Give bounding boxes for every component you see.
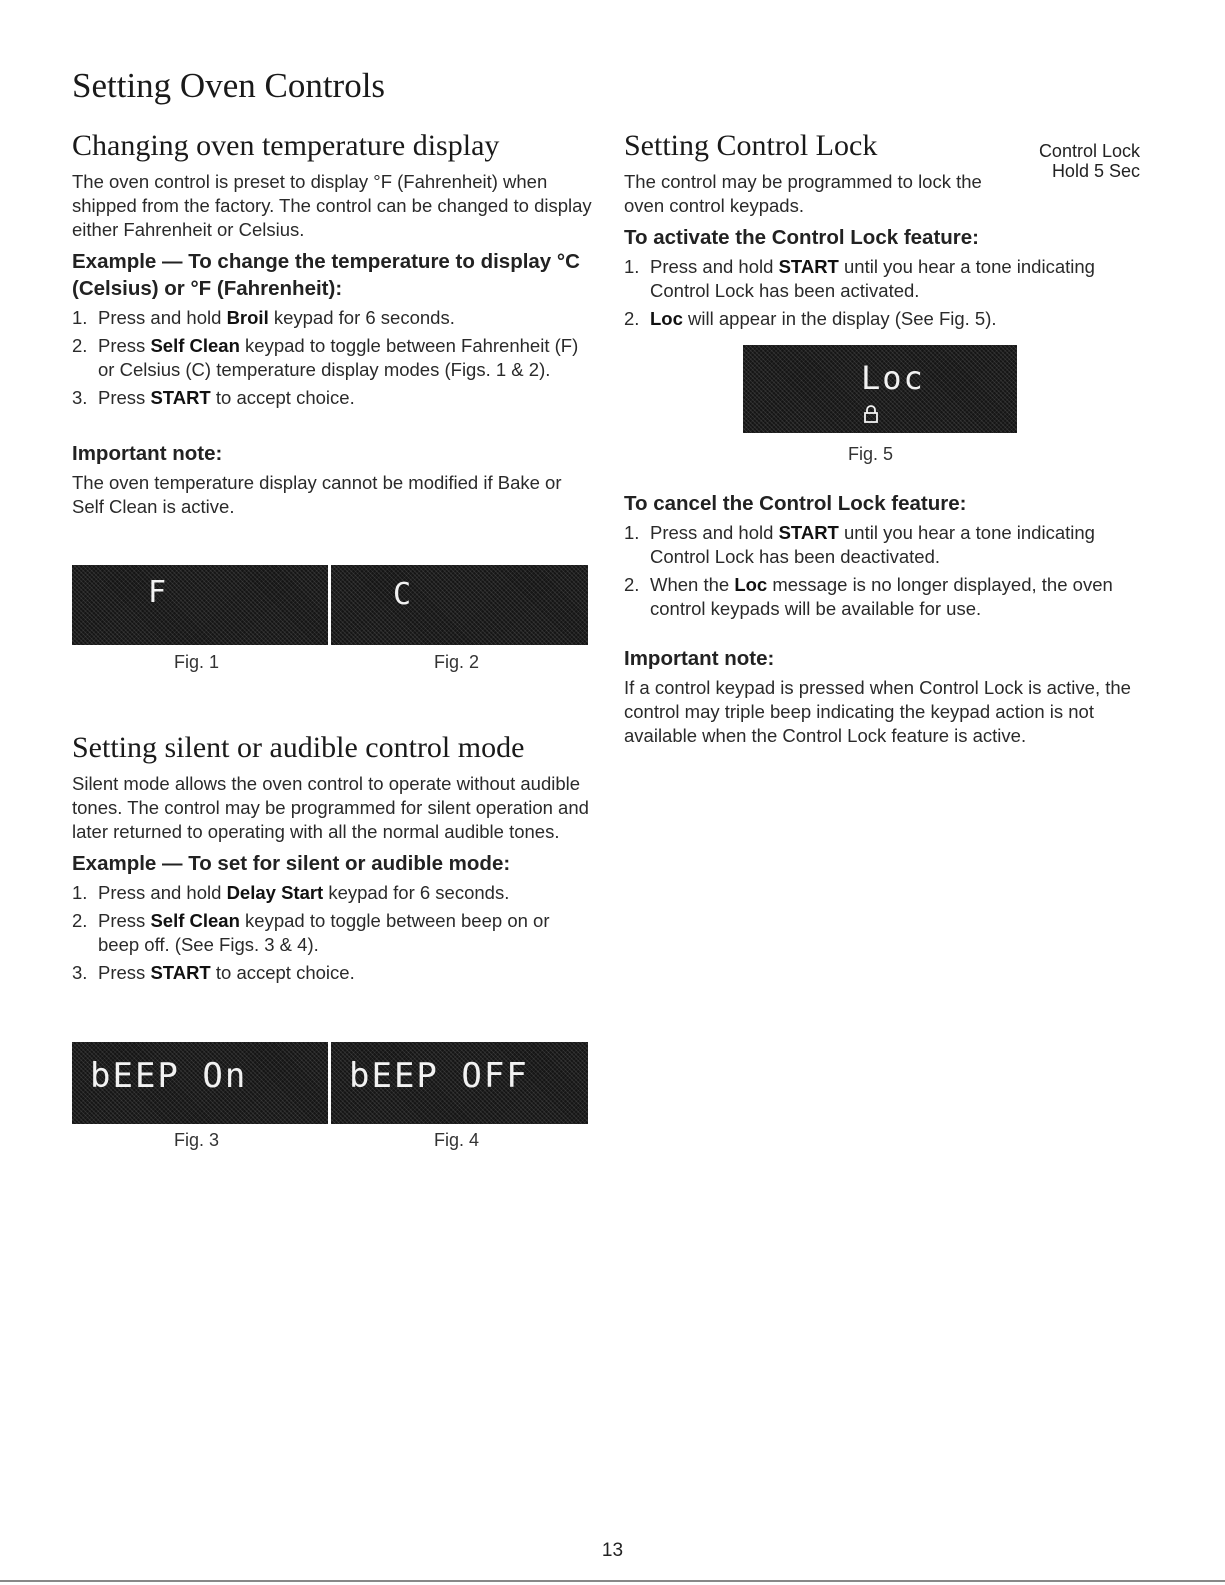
- temp-display-example-heading: Example — To change the temperature to display °C (Celsius) or °F (Fahrenheit):: [72, 250, 580, 300]
- step-item: 1. Press and hold Broil keypad for 6 seconds.: [72, 307, 455, 328]
- fig4-display: [331, 1042, 588, 1124]
- fig4-display-text: bEEP OFF: [349, 1056, 529, 1096]
- audible-example-heading: Example — To set for silent or audible mode:: [72, 852, 511, 875]
- fig1-display-text: F: [148, 575, 169, 610]
- fig2-display: [331, 565, 588, 645]
- temp-display-note-text: The oven temperature display cannot be modified if Bake or Self Clean is active.: [72, 472, 562, 517]
- activate-steps: [624, 255, 1154, 331]
- fig5-caption: Fig. 5: [848, 444, 894, 464]
- temp-display-heading: Changing oven temperature display: [72, 129, 500, 162]
- temp-display-intro: The oven control is preset to display °F (Fahrenheit) when shipped from the factory. The control can be changed to display either Fahrenheit or Celsius.: [72, 171, 592, 240]
- temp-display-note-heading: Important note:: [72, 442, 223, 465]
- fig5-display-text: Loc: [861, 359, 925, 397]
- step-item: 2. Press Self Clean keypad to toggle between Fahrenheit (F) or Celsius (C) temperature display modes (Figs. 1 & 2).: [72, 335, 579, 380]
- temp-display-steps: [72, 306, 592, 410]
- fig1-caption: Fig. 1: [174, 652, 220, 672]
- footer-rule: [0, 1580, 1225, 1582]
- audible-steps: [72, 881, 592, 985]
- right-column: [624, 128, 1154, 335]
- page-title: Setting Oven Controls: [72, 66, 386, 105]
- cancel-section: [624, 484, 1154, 748]
- fig3-display-text: bEEP On: [90, 1056, 248, 1096]
- step-item: 3. Press START to accept choice.: [72, 962, 355, 983]
- step-item: 1. Press and hold START until you hear a tone indicating Control Lock has been deactivated.: [624, 522, 1095, 567]
- step-item: 1. Press and hold START until you hear a tone indicating Control Lock has been activated.: [624, 256, 1095, 301]
- audible-section: [72, 730, 592, 989]
- audible-heading: Setting silent or audible control mode: [72, 731, 525, 764]
- page-number: 13: [601, 1540, 624, 1561]
- step-item: 3. Press START to accept choice.: [72, 387, 355, 408]
- control-lock-intro: The control may be programmed to lock the oven control keypads.: [624, 171, 982, 216]
- fig3-caption: Fig. 3: [174, 1130, 220, 1150]
- cancel-heading: To cancel the Control Lock feature:: [624, 492, 967, 515]
- fig5-display: [743, 345, 1017, 433]
- fig4-caption: Fig. 4: [434, 1130, 480, 1150]
- activate-heading: To activate the Control Lock feature:: [624, 226, 980, 249]
- fig2-display-text: C: [393, 577, 414, 612]
- step-item: 1. Press and hold Delay Start keypad for 6 seconds.: [72, 882, 510, 903]
- control-lock-heading: Setting Control Lock: [624, 129, 878, 162]
- step-item: 2. Press Self Clean keypad to toggle between beep on or beep off. (See Figs. 3 & 4).: [72, 910, 550, 955]
- control-lock-side-label: Control Lock Hold 5 Sec: [1038, 141, 1140, 181]
- audible-intro: Silent mode allows the oven control to operate without audible tones. The control may be programmed for silent operation and later returned to operating with all the normal audible tones.: [72, 773, 589, 842]
- step-item: 2. When the Loc message is no longer displayed, the oven control keypads will be available for use.: [624, 574, 1113, 619]
- left-column: [72, 128, 592, 519]
- fig1-display: [72, 565, 328, 645]
- control-lock-note-text: If a control keypad is pressed when Control Lock is active, the control may triple beep indicating the keypad action is not available when the Control Lock feature is active.: [624, 677, 1131, 746]
- control-lock-note-heading: Important note:: [624, 647, 775, 670]
- fig2-caption: Fig. 2: [434, 652, 480, 672]
- fig3-display: [72, 1042, 328, 1124]
- lock-icon: [863, 405, 879, 423]
- cancel-steps: [624, 521, 1154, 621]
- step-item: 2. Loc will appear in the display (See Fig. 5).: [624, 308, 997, 329]
